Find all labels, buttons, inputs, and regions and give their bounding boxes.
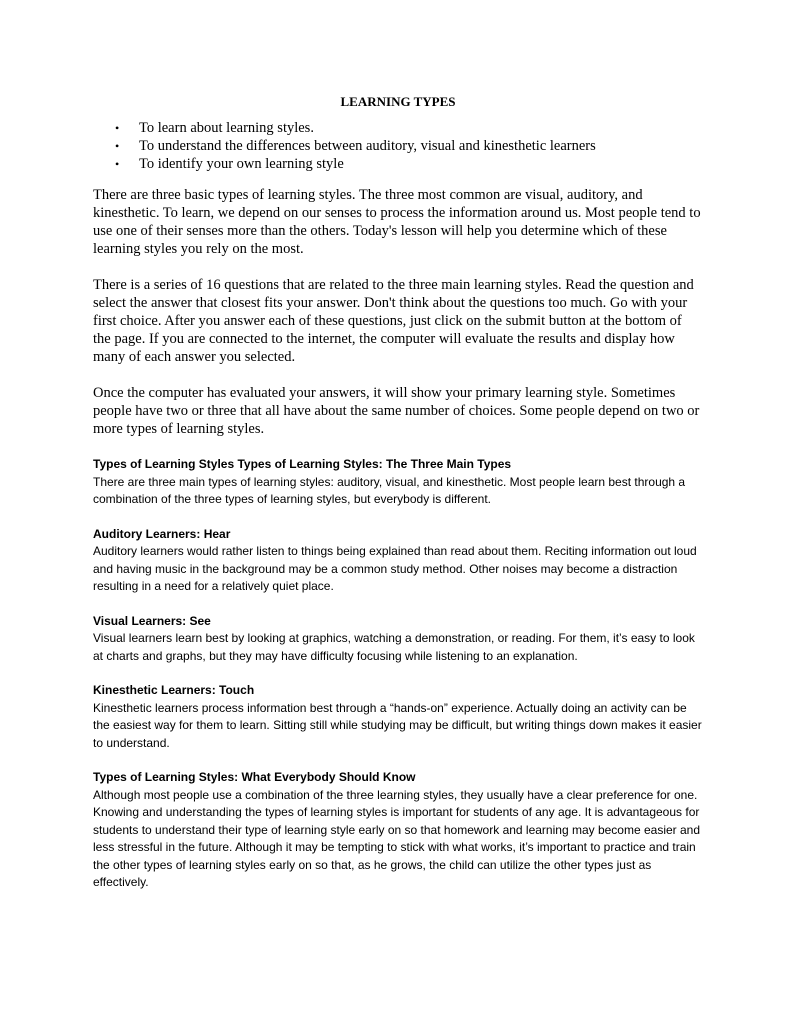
intro-paragraph: There are three basic types of learning styles. The three most common are visual, auditory, and kinesthetic. To learn, we depend on our senses to process the information around us. Most people tend to use one of their senses more than the others. Today's lesson will help you determine which of these learning styles you rely on the most. <box>93 187 701 257</box>
document-title: LEARNING TYPES <box>340 94 456 109</box>
section-kinesthetic-learners <box>93 682 703 752</box>
document-page <box>93 94 703 909</box>
objectives-list <box>93 119 703 173</box>
bullet-icon: • <box>115 139 120 153</box>
section-visual-learners <box>93 613 703 666</box>
objective-item <box>93 119 703 137</box>
objective-text: To identify your own learning style <box>139 156 344 172</box>
bullet-icon: • <box>115 121 120 135</box>
section-body: Auditory learners would rather listen to things being explained than read about them. Reciting information out loud and having music in the background may be a common study method. Other noises may become a distraction resulting in a need for a relatively quiet place. <box>93 544 697 593</box>
objective-text: To understand the differences between auditory, visual and kinesthetic learners <box>139 138 596 154</box>
section-what-everybody-should-know <box>93 769 703 892</box>
bullet-icon: • <box>115 157 120 171</box>
section-body: Although most people use a combination of the three learning styles, they usually have a clear preference for one. Knowing and understanding the types of learning styles is important for students of any age. It is advantageous for students to understand their type of learning style early on so that homework and learning may become easier and less stressful in the future. Although it may be tempting to stick with what works, it’s important to practice and train the other types of learning styles early on so that, as he grows, the child can utilize the other types just as effectively. <box>93 787 701 889</box>
section-heading: Types of Learning Styles Types of Learning Styles: The Three Main Types <box>93 457 512 471</box>
section-heading: Auditory Learners: Hear <box>93 526 231 541</box>
results-paragraph: Once the computer has evaluated your answers, it will show your primary learning style. Sometimes people have two or three that all have about the same number of choices. Some people depend on two or more types of learning styles. <box>93 385 700 437</box>
section-heading: Kinesthetic Learners: Touch <box>93 683 255 697</box>
objective-item <box>93 155 703 173</box>
objective-item <box>93 137 703 155</box>
section-heading: Visual Learners: See <box>93 613 211 628</box>
section-body: There are three main types of learning styles: auditory, visual, and kinesthetic. Most people learn best through a combination of the three types of learning styles, but everybody is different. <box>93 474 686 506</box>
instructions-paragraph: There is a series of 16 questions that are related to the three main learning styles. Read the question and select the answer that closest fits your answer. Don't think about the questions too much. Go with your first choice. After you answer each of these questions, just click on the submit button at the bottom of the page. If you are connected to the internet, the computer will evaluate the results and display how many of each answer you selected. <box>93 277 694 365</box>
section-heading: Types of Learning Styles: What Everybody Should Know <box>93 770 416 784</box>
objective-text: To learn about learning styles. <box>139 120 314 136</box>
section-auditory-learners <box>93 526 703 596</box>
section-body: Kinesthetic learners process information best through a “hands-on” experience. Actually doing an activity can be the easiest way for them to learn. Sitting still while studying may be difficult, but writing things down makes it easier to understand. <box>93 700 702 750</box>
section-three-main-types <box>93 456 703 509</box>
section-body: Visual learners learn best by looking at graphics, watching a demonstration, or reading. For them, it’s easy to look at charts and graphs, but they may have difficulty focusing while listening to an explanation. <box>93 631 695 663</box>
